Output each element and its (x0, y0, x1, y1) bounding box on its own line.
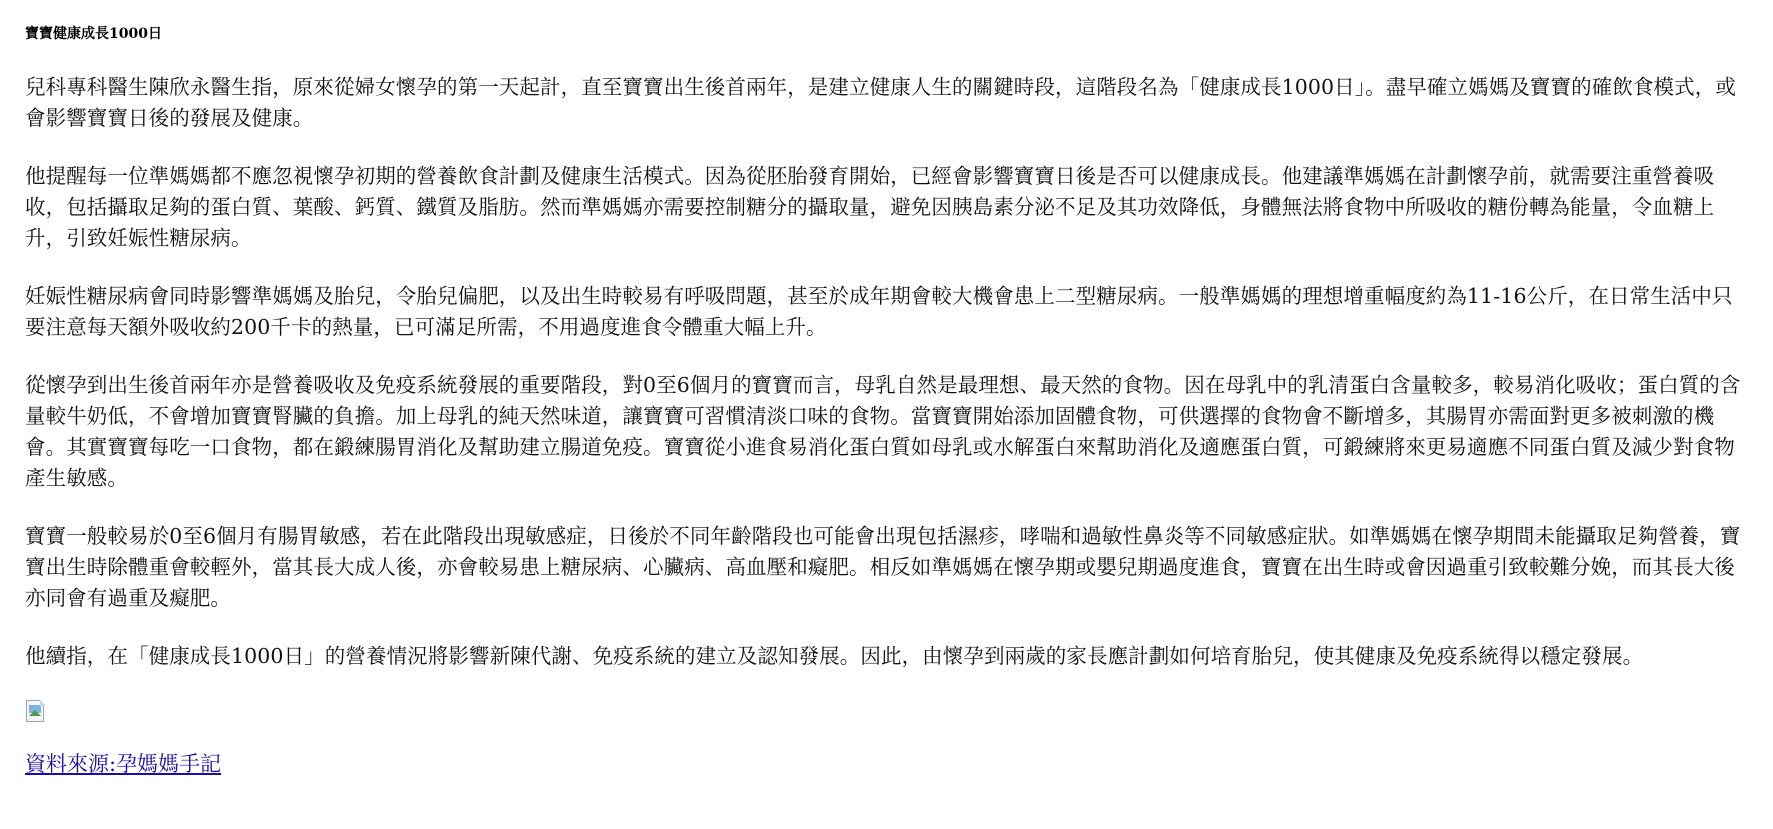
paragraph-1: 兒科專科醫生陳欣永醫生指，原來從婦女懷孕的第一天起計，直至寶寶出生後首兩年，是建立健康人生的關鍵時段，這階段名為「健康成長1000日」。盡早確立媽媽及寶寶的確飲食模式，或會影響寶寶日後的發展及健康。 (25, 75, 1736, 130)
paragraph-4: 從懷孕到出生後首兩年亦是營養吸收及免疫系統發展的重要階段，對0至6個月的寶寶而言，母乳自然是最理想、最天然的食物。因在母乳中的乳清蛋白含量較多，較易消化吸收；蛋白質的含量較牛奶低，不會增加寶寶腎臟的負擔。加上母乳的純天然味道，讓寶寶可習慣清淡口味的食物。當寶寶開始添加固體食物，可供選擇的食物會不斷增多，其腸胃亦需面對更多被刺激的機會。其實寶寶每吃一口食物，都在鍛練腸胃消化及幫助建立腸道免疫。寶寶從小進食易消化蛋白質如母乳或水解蛋白來幫助消化及適應蛋白質，可鍛練將來更易適應不同蛋白質及減少對食物產生敏感。 (25, 373, 1741, 490)
paragraph-3: 妊娠性糖尿病會同時影響準媽媽及胎兒，令胎兒偏肥，以及出生時較易有呼吸問題，甚至於成年期會較大機會患上二型糖尿病。一般準媽媽的理想增重幅度約為11-16公斤，在日常生活中只要注意每天額外吸收約200千卡的熱量，已可滿足所需，不用過度進食令體重大幅上升。 (25, 284, 1733, 339)
broken-image-icon (25, 699, 49, 725)
paragraph-2: 他提醒每一位準媽媽都不應忽視懷孕初期的營養飲食計劃及健康生活模式。因為從胚胎發育開始，已經會影響寶寶日後是否可以健康成長。他建議準媽媽在計劃懷孕前，就需要注重營養吸收，包括攝取足夠的蛋白質、葉酸、鈣質、鐵質及脂肪。然而準媽媽亦需要控制糖分的攝取量，避免因胰島素分泌不足及其功效降低，身體無法將食物中所吸收的糖份轉為能量，令血糖上升，引致妊娠性糖尿病。 (25, 164, 1715, 250)
source-link[interactable]: 資料來源:孕媽媽手記 (25, 752, 222, 776)
paragraph-6: 他續指，在「健康成長1000日」的營養情況將影響新陳代謝、免疫系統的建立及認知發展。因此，由懷孕到兩歲的家長應計劃如何培育胎兒，使其健康及免疫系統得以穩定發展。 (25, 644, 1644, 668)
article-title: 寶寶健康成長1000日 (25, 26, 162, 42)
image-page-corner (40, 700, 46, 706)
paragraph-5: 寶寶一般較易於0至6個月有腸胃敏感，若在此階段出現敏感症，日後於不同年齡階段也可能會出現包括濕疹，哮喘和過敏性鼻炎等不同敏感症狀。如準媽媽在懷孕期間未能攝取足夠營養，寶寶出生時除體重會較輕外，當其長大成人後，亦會較易患上糖尿病、心臟病、高血壓和癡肥。相反如準媽媽在懷孕期或嬰兒期過度進食，寶寶在出生時或會因過重引致較難分娩，而其長大後亦同會有過重及癡肥。 (25, 524, 1741, 610)
image-hill (29, 710, 41, 716)
